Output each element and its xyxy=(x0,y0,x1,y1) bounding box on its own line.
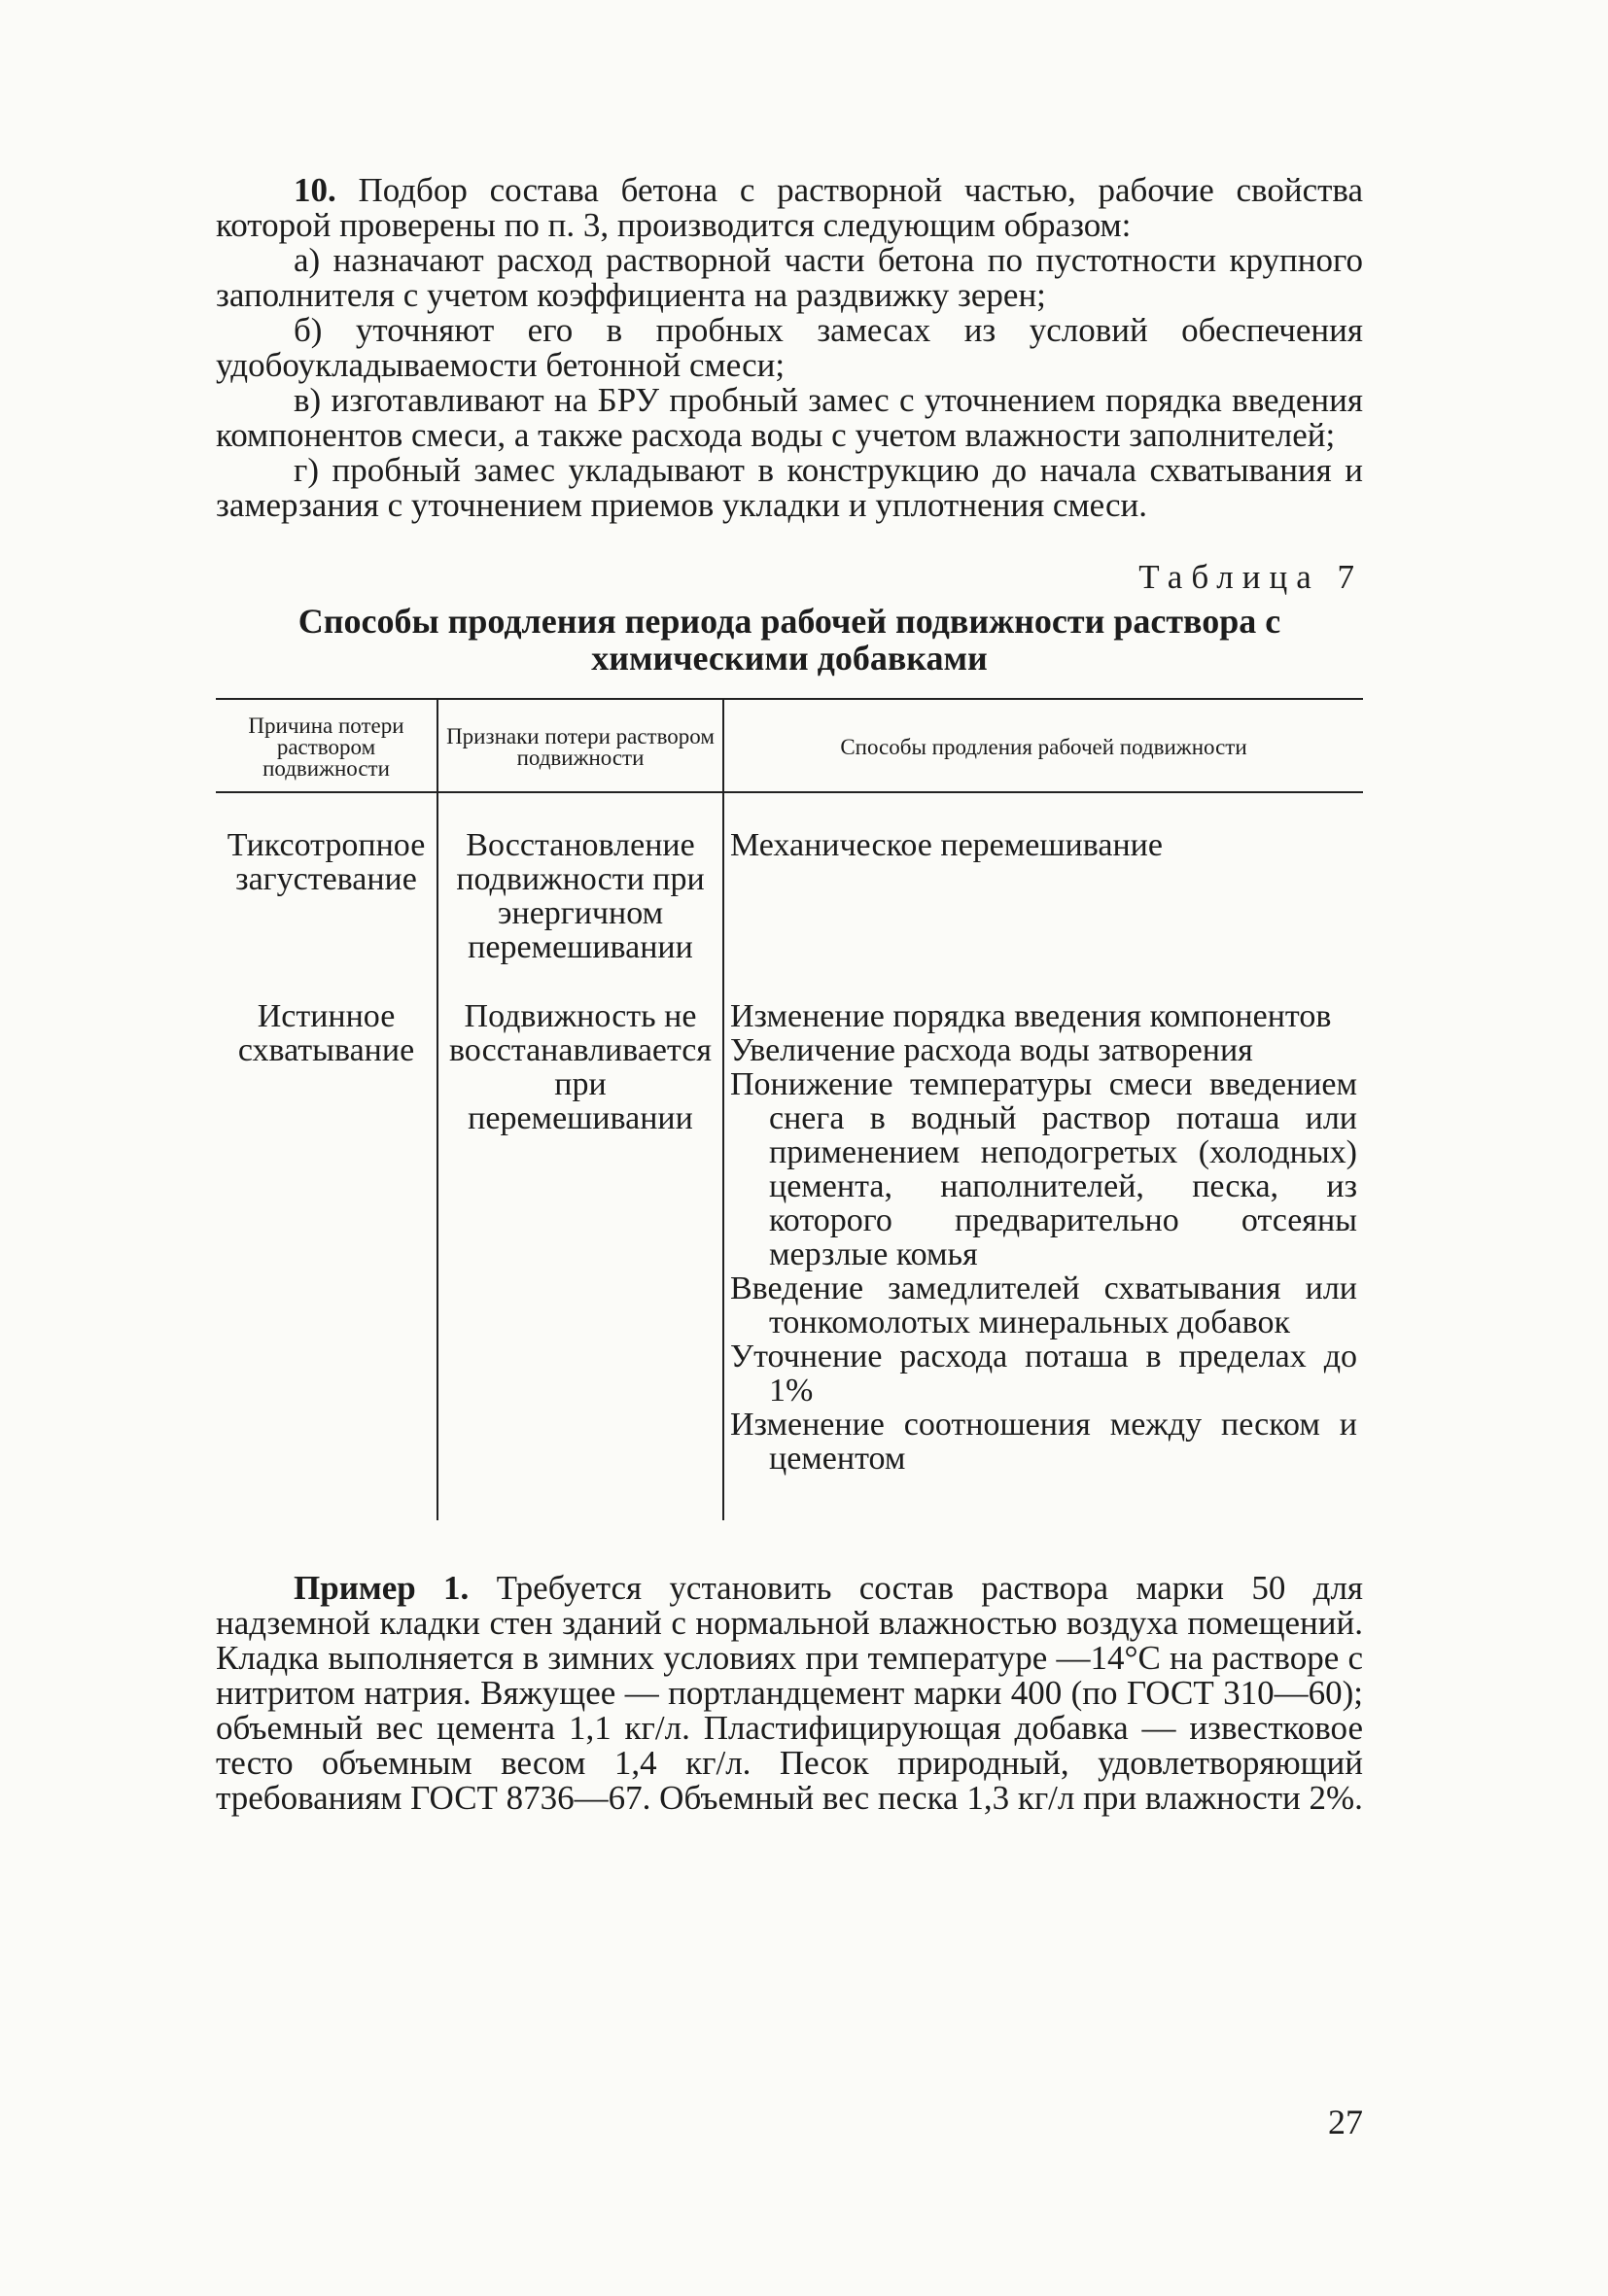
signs-cell: Подвижность не восстанавливается при перемешивании xyxy=(437,999,723,1520)
table-7 xyxy=(216,698,1363,1520)
table-label: Таблица 7 xyxy=(1138,558,1363,596)
section-10-intro xyxy=(216,173,1363,243)
page-content xyxy=(216,173,1363,1816)
page-number: 27 xyxy=(1328,2103,1363,2141)
section-intro-text: Подбор состава бетона с растворной частью, рабочие свойства которой проверены по п. 3, производится следующим образом: xyxy=(216,171,1364,244)
method-item: Уточнение расхода поташа в пределах до 1% xyxy=(730,1339,1357,1409)
signs-cell: Восстановление подвижности при энергичном перемешивании xyxy=(437,792,723,999)
section-item-b: б) уточняют его в пробных замесах из условий обеспечения удобоукладываемости бетонной смеси; xyxy=(216,311,1363,384)
cause-cell: Истинное схватывание xyxy=(237,998,415,1068)
table-header-row xyxy=(216,699,1363,792)
example-1 xyxy=(216,1571,1363,1816)
method-item: Изменение соотношения между песком и цементом xyxy=(730,1407,1357,1477)
header-cause: Причина потери раствором подвижности xyxy=(216,699,437,792)
header-methods: Способы продления рабочей подвижности xyxy=(723,699,1363,792)
table-row xyxy=(216,999,1363,1520)
methods-cell xyxy=(723,999,1363,1520)
section-10 xyxy=(216,173,1363,523)
method-item: Механическое перемешивание xyxy=(730,827,1163,863)
header-signs: Признаки потери раствором подвижности xyxy=(437,699,723,792)
example-text: Требуется установить состав раствора марки 50 для надземной кладки стен зданий с нормальной влажностью воздуха помещений. Кладка выполняется в зимних условиях при температуре —14°С на растворе с нитритом натрия. Вяжущее — портландцемент марки 400 (по ГОСТ 310—60); объемный вес цемента 1,1 кг/л. Пластифицирующая добавка — известковое тесто объемным весом 1,4 кг/л. Песок природный, удовлетворяющий требованиям ГОСТ 8736—67. Объемный вес песка 1,3 кг/л при влажности 2%. xyxy=(216,1569,1364,1817)
example-title: Пример 1. xyxy=(294,1569,470,1607)
method-item: Увеличение расхода воды затворения xyxy=(730,1032,1253,1068)
table-title: Способы продления периода рабочей подвижности раствора с химическими добавками xyxy=(297,602,1281,678)
method-item: Понижение температуры смеси введением снега в водный раствор поташа или применением неподогретых (холодных) цемента, наполнителей, песка, из которого предварительно отсеяны мерзлые комья xyxy=(730,1066,1357,1272)
section-item-a: а) назначают расход растворной части бетона по пустотности крупного заполнителя с учетом коэффициента на раздвижку зерен; xyxy=(216,241,1363,314)
cause-cell: Тиксотропное загустевание xyxy=(227,827,426,897)
methods-cell xyxy=(723,792,1363,999)
method-item: Введение замедлителей схватывания или тонкомолотых минеральных добавок xyxy=(730,1270,1357,1340)
section-item-c: в) изготавливают на БРУ пробный замес с уточнением порядка введения компонентов смеси, а также расхода воды с учетом влажности заполнителей; xyxy=(216,381,1363,454)
section-item-d: г) пробный замес укладывают в конструкцию до начала схватывания и замерзания с уточнением приемов укладки и уплотнения смеси. xyxy=(216,451,1363,524)
section-number: 10. xyxy=(294,171,336,209)
table-row xyxy=(216,792,1363,999)
method-item: Изменение порядка введения компонентов xyxy=(730,998,1332,1034)
